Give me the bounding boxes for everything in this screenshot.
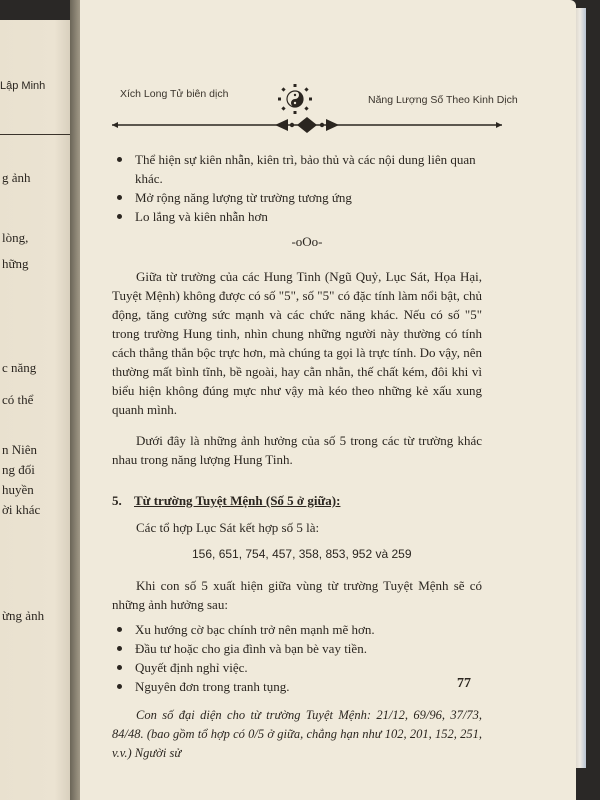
page-number: 77 — [457, 676, 471, 691]
previous-page-fragment: ng đối — [2, 462, 35, 477]
list-item: Thể hiện sự kiên nhẫn, kiên trì, bảo thủ và các nội dung liên quan khác. — [112, 150, 482, 188]
section-separator: -oOo- — [291, 234, 323, 249]
previous-page-fragment: có thể — [2, 392, 34, 407]
section-number: 5. — [112, 493, 122, 508]
combinations-list: 156, 651, 754, 457, 358, 853, 952 và 259 — [192, 547, 412, 561]
previous-page-fragment: hững — [2, 256, 29, 271]
previous-page-header: Lập Minh — [0, 80, 46, 92]
previous-page-fragment: huyền — [2, 482, 34, 497]
list-item: Xu hướng cờ bạc chính trở nên mạnh mẽ hơn. — [112, 620, 482, 639]
yin-yang-emblem-icon — [275, 84, 315, 114]
running-header-left: Xích Long Tử biên dịch — [120, 88, 229, 100]
previous-page-rule — [0, 134, 72, 135]
body-paragraph: Giữa từ trường của các Hung Tinh (Ngũ Quỷ, Lục Sát, Họa Hại, Tuyệt Mệnh) không được có số "5", số "5" có đặc tính làm nổi bật, chủ động, tăng cường sức mạnh và các chức năng khác. Nếu có số "5" trong trường Hung tinh, nhìn chung những người này thường có tính cách thẳng thắn bộc trực hơn, mà chúng ta gọi là trực tính. Do vậy, nên thường mất bình tĩnh, bề ngoài, hay cằn nhằn, thế chất kém, đôi khi vì biểu hiện không đúng mực như vậy mà kéo theo những kẻ xấu xung quanh mình. — [112, 269, 482, 417]
section-heading — [112, 491, 482, 510]
list-item: Lo lắng và kiên nhẫn hơn — [112, 207, 482, 226]
previous-page-fragment: ời khác — [2, 502, 41, 517]
effects-intro: Khi con số 5 xuất hiện giữa vùng từ trường Tuyệt Mệnh sẽ có những ảnh hưởng sau: — [112, 578, 482, 612]
list-item: Quyết định nghỉ việc. — [112, 658, 482, 677]
previous-page-fragment: n Niên — [2, 442, 38, 457]
previous-page-fragment: lòng, — [2, 230, 29, 245]
list-item: Đầu tư hoặc cho gia đình và bạn bè vay tiền. — [112, 639, 482, 658]
note-paragraph: Con số đại diện cho từ trường Tuyệt Mệnh: 21/12, 69/96, 37/73, 84/48. (bao gồm tổ hợp có 0/5 ở giữa, chẳng hạn như 102, 201, 152, 251, v.v.) Người sử — [112, 708, 482, 760]
page-body — [112, 150, 482, 763]
list-item: Mở rộng năng lượng từ trường tương ứng — [112, 188, 482, 207]
effects-list — [112, 620, 482, 696]
previous-page-fragment: c năng — [2, 360, 37, 375]
trait-list — [112, 150, 482, 226]
running-header-right: Năng Lượng Số Theo Kinh Dịch — [368, 94, 518, 106]
previous-page-fragment: ừng ảnh — [2, 608, 45, 623]
section-title: Từ trường Tuyệt Mệnh (Số 5 ở giữa): — [134, 493, 341, 508]
combinations-intro: Các tổ hợp Lục Sát kết hợp số 5 là: — [136, 520, 320, 535]
previous-page — [0, 20, 78, 800]
body-paragraph: Dưới đây là những ảnh hưởng của số 5 trong các từ trường khác nhau trong năng lượng Hung Tinh. — [112, 433, 482, 467]
list-item: Nguyên đơn trong tranh tụng. — [112, 677, 482, 696]
previous-page-fragment: g ảnh — [2, 170, 31, 185]
header-ornament-rule — [112, 116, 502, 134]
